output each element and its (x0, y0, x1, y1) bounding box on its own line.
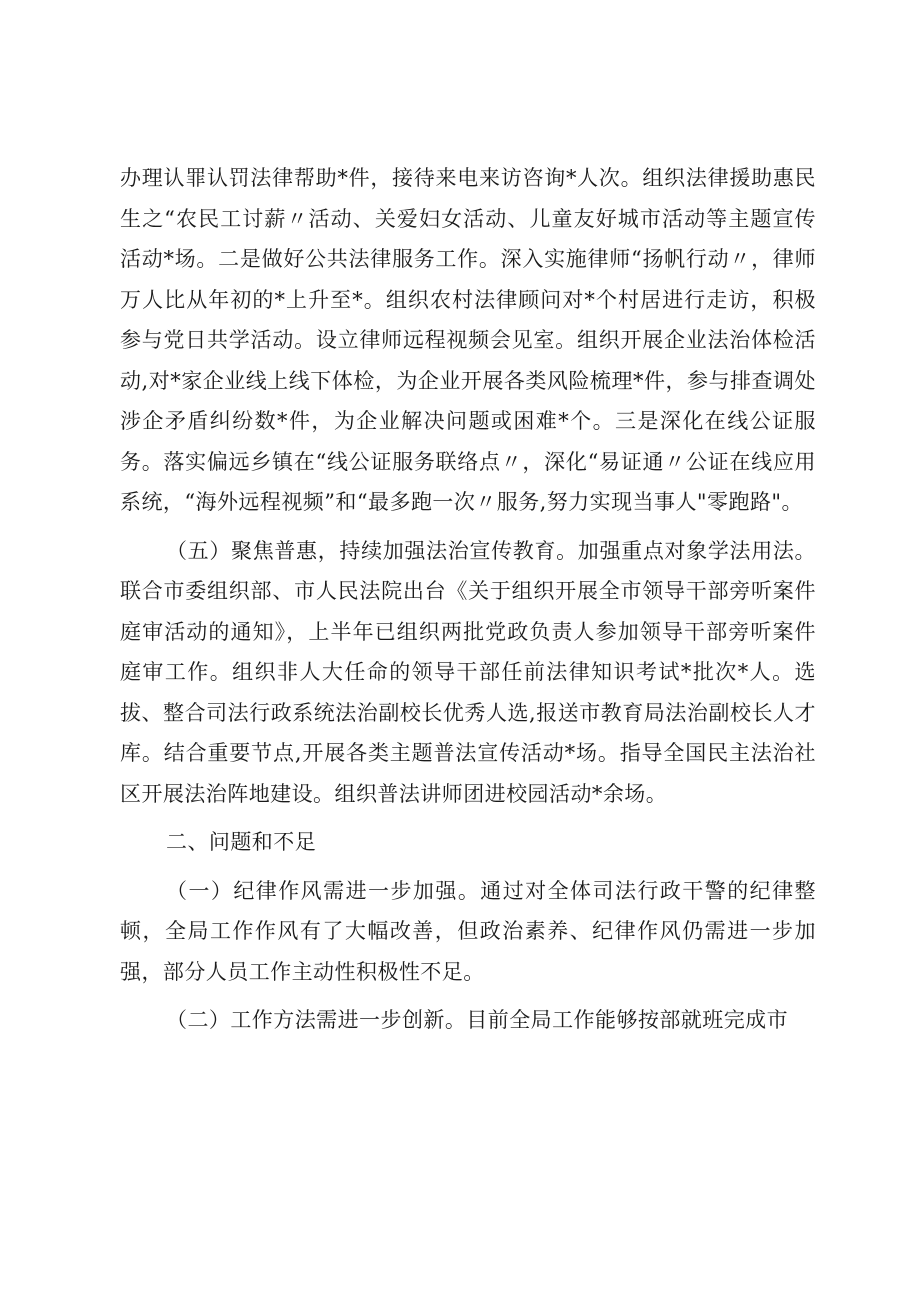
paragraph-legal-education: （五）聚焦普惠，持续加强法治宣传教育。加强重点对象学法用法。联合市委组织部、市人民法院出台《关于组织开展全市领导干部旁听案件庭审活动的通知》，上半年已组织两批党政负责人参加领导干部旁听案件庭审工作。组织非人大任命的领导干部任前法律知识考试*批次*人。选拔、整合司法行政系统法治副校长优秀人选,报送市教育局法治副校长人才库。结合重要节点,开展各类主题普法宣传活动*场。指导全国民主法治社区开展法治阵地建设。组织普法讲师团进校园活动*余场。 (120, 538, 816, 806)
section-heading-problems: 二、问题和不足 (166, 830, 317, 854)
document-body (120, 158, 816, 1041)
paragraph-discipline: （一）纪律作风需进一步加强。通过对全体司法行政干警的纪律整顿，全局工作作风有了大幅改善，但政治素养、纪律作风仍需进一步加强，部分人员工作主动性积极性不足。 (120, 878, 816, 984)
paragraph-work-methods: （二）工作方法需进一步创新。目前全局工作能够按部就班完成市 (166, 1008, 789, 1032)
paragraph-legal-services: 办理认罪认罚法律帮助*件，接待来电来访咨询*人次。组织法律援助惠民生之“农民工讨薪〃活动、关爱妇女活动、儿童友好城市活动等主题宣传活动*场。二是做好公共法律服务工作。深入实施律师“扬帆行动〃，律师万人比从年初的*上升至*。组织农村法律顾问对*个村居进行走访，积极参与党日共学活动。设立律师远程视频会见室。组织开展企业法治体检活动,对*家企业线上线下体检，为企业开展各类风险梳理*件，参与排查调处涉企矛盾纠纷数*件，为企业解决问题或困难*个。三是深化在线公证服务。落实偏远乡镇在“线公证服务联络点〃，深化“易证通〃公证在线应用系统，“海外远程视频”和“最多跑一次〃服务,努力实现当事人"零跑路"。 (120, 166, 816, 514)
